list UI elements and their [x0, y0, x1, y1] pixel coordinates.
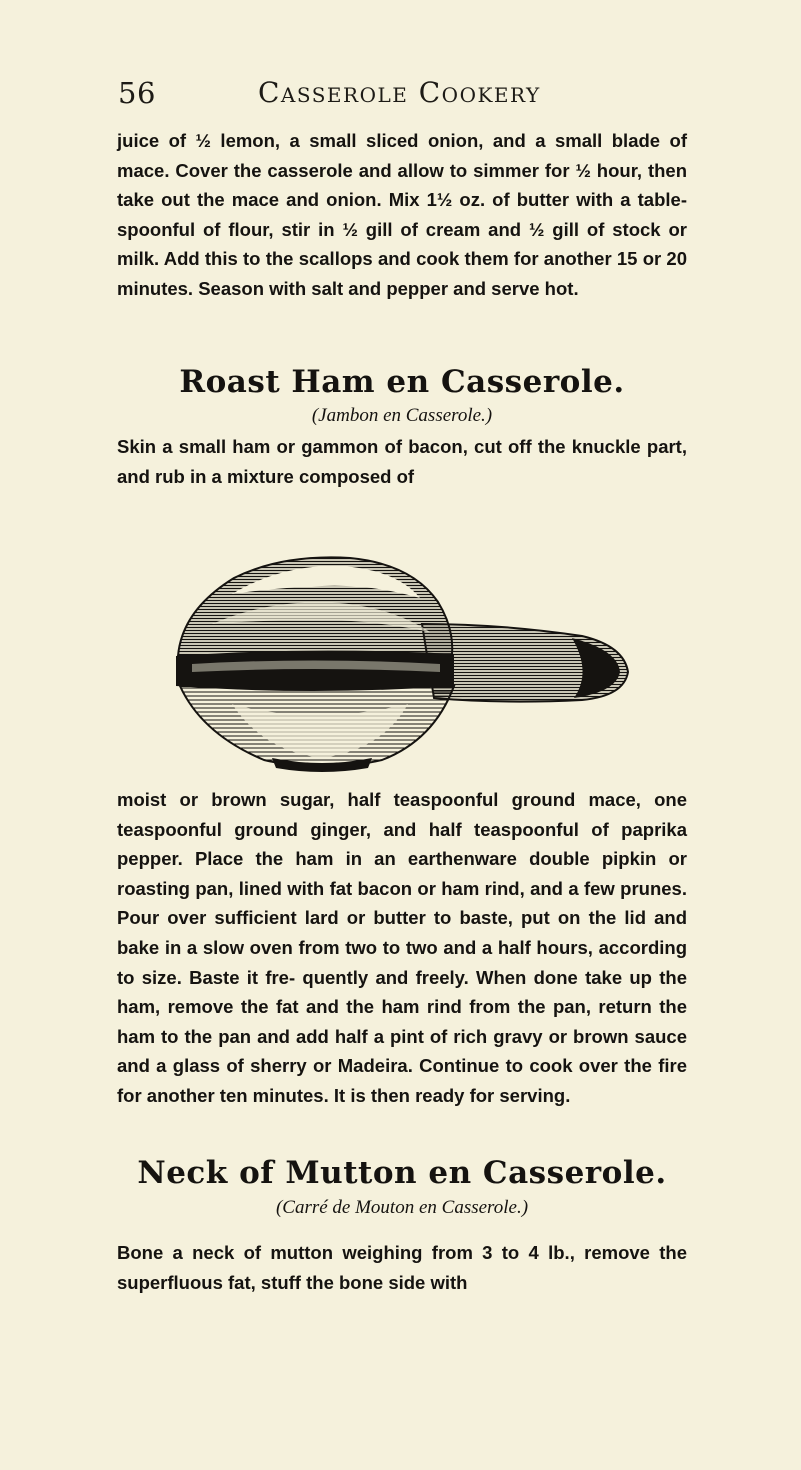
running-head: Casserole Cookery	[258, 76, 541, 109]
recipe-subtitle-neck-of-mutton: (Carré de Mouton en Casserole.)	[275, 1197, 529, 1218]
page-header	[118, 76, 678, 126]
recipe-title-neck-of-mutton: Neck of Mutton en Casserole.	[137, 1155, 667, 1191]
roast-ham-paragraph-2: moist or brown sugar, half teaspoonful ground mace, one teaspoonful ground ginger, and half teaspoonful of paprika pepper. Place the ham in an earthenware double pipkin or roasting pan, lined with fat bacon or ham rind, and a few prunes. Pour over sufficient lard or butter to baste, put on the lid and bake in a slow oven from two to two and a half hours, according to size. Baste it fre- quently and freely. When done take up the ham, remove the fat and the ham rind from the pan, return the ham to the pan and add half a pint of rich gravy or brown sauce and a glass of sherry or Madeira. Continue to cook over the fire for another ten minutes. It is then ready for serving.	[117, 789, 687, 1106]
page-number: 56	[118, 76, 156, 110]
recipe-title-roast-ham: Roast Ham en Casserole.	[179, 364, 625, 400]
casserole-dish-icon	[172, 554, 634, 774]
recipe-subtitle-roast-ham: (Jambon en Casserole.)	[311, 405, 493, 426]
roast-ham-paragraph-1: Skin a small ham or gammon of bacon, cut off the knuckle part, and rub in a mixture composed of	[117, 436, 687, 487]
scallops-paragraph-continued: juice of ½ lemon, a small sliced onion, and a small blade of mace. Cover the casserole and allow to simmer for ½ hour, then take out the mace and onion. Mix 1½ oz. of butter with a table-spoonful of flour, stir in ½ gill of cream and ½ gill of stock or milk. Add this to the scallops and cook them for another 15 or 20 minutes. Season with salt and pepper and serve hot.	[117, 130, 687, 299]
neck-of-mutton-paragraph: Bone a neck of mutton weighing from 3 to 4 lb., remove the superfluous fat, stuff the bone side with	[117, 1242, 687, 1293]
